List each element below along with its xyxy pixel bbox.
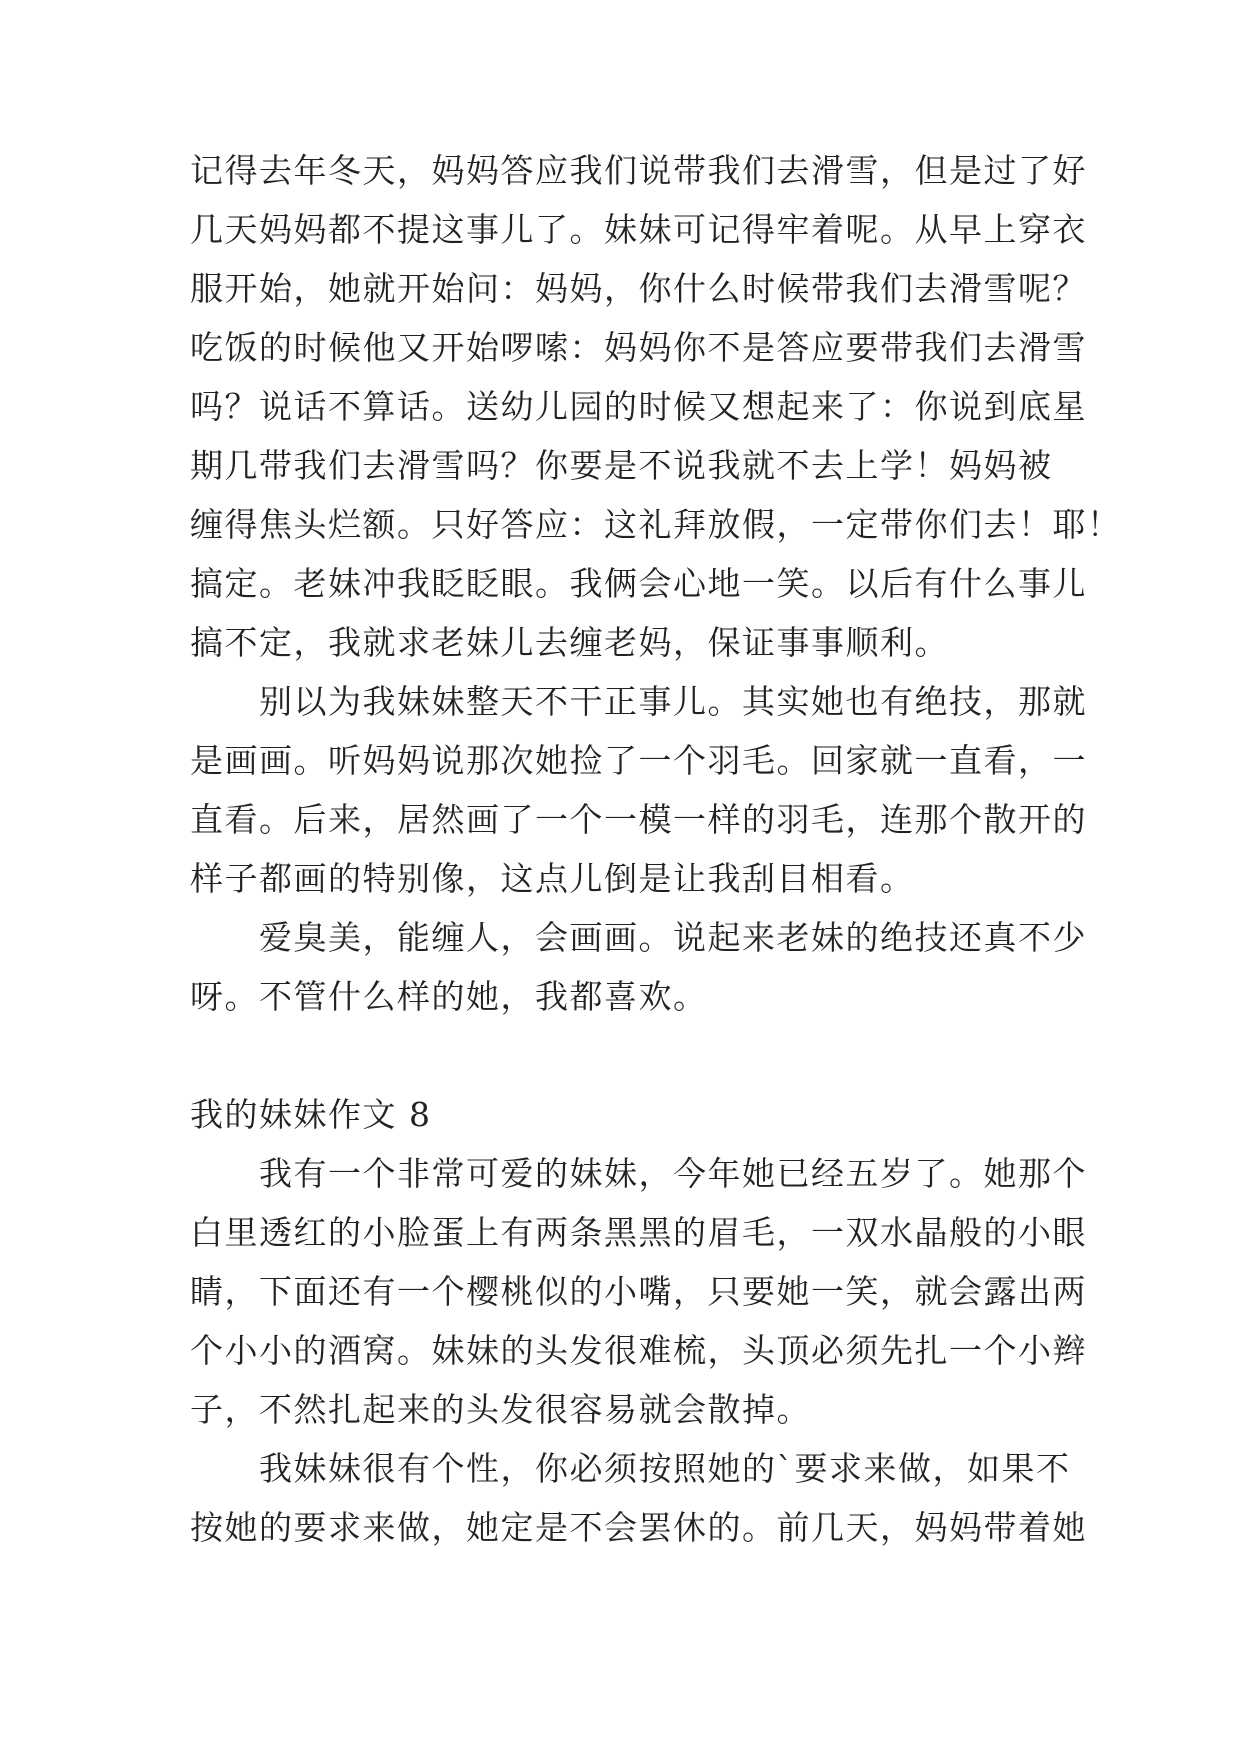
text-line: 期几带我们去滑雪吗？你要是不说我就不去上学！妈妈被	[190, 446, 1053, 485]
text-line: 个小小的酒窝。妹妹的头发很难梳，头顶必须先扎一个小辫	[190, 1331, 1087, 1370]
text-line: 白里透红的小脸蛋上有两条黑黑的眉毛，一双水晶般的小眼	[190, 1213, 1087, 1252]
paragraph-start-line: 我妹妹很有个性，你必须按照她的`要求来做，如果不	[190, 1449, 1071, 1488]
paragraph-start-line: 我有一个非常可爱的妹妹，今年她已经五岁了。她那个	[190, 1154, 1087, 1193]
text-line: 吃饭的时候他又开始啰嗦：妈妈你不是答应要带我们去滑雪	[190, 328, 1087, 367]
text-line: 是画画。听妈妈说那次她捡了一个羽毛。回家就一直看，一	[190, 741, 1087, 780]
text-line: 睛，下面还有一个樱桃似的小嘴，只要她一笑，就会露出两	[190, 1272, 1087, 1311]
text-line: 吗？说话不算话。送幼儿园的时候又想起来了：你说到底星	[190, 387, 1087, 426]
text-line: 样子都画的特别像，这点儿倒是让我刮目相看。	[190, 859, 915, 898]
text-line: 服开始，她就开始问：妈妈，你什么时候带我们去滑雪呢？	[190, 269, 1087, 308]
text-line: 几天妈妈都不提这事儿了。妹妹可记得牢着呢。从早上穿衣	[190, 210, 1087, 249]
text-line: 按她的要求来做，她定是不会罢休的。前几天，妈妈带着她	[190, 1508, 1087, 1547]
paragraph-start-line: 爱臭美，能缠人，会画画。说起来老妹的绝技还真不少	[190, 918, 1087, 957]
text-line: 缠得焦头烂额。只好答应：这礼拜放假，一定带你们去！耶！	[190, 505, 1122, 544]
text-line: 直看。后来，居然画了一个一模一样的羽毛，连那个散开的	[190, 800, 1087, 839]
text-line: 子，不然扎起来的头发很容易就会散掉。	[190, 1390, 811, 1429]
text-line: 搞不定，我就求老妹儿去缠老妈，保证事事顺利。	[190, 623, 949, 662]
section-heading: 我的妹妹作文 8	[190, 1095, 432, 1134]
text-line: 记得去年冬天，妈妈答应我们说带我们去滑雪，但是过了好	[190, 151, 1087, 190]
text-line: 呀。不管什么样的她，我都喜欢。	[190, 977, 708, 1016]
text-line: 搞定。老妹冲我眨眨眼。我俩会心地一笑。以后有什么事儿	[190, 564, 1087, 603]
paragraph-start-line: 别以为我妹妹整天不干正事儿。其实她也有绝技，那就	[190, 682, 1087, 721]
